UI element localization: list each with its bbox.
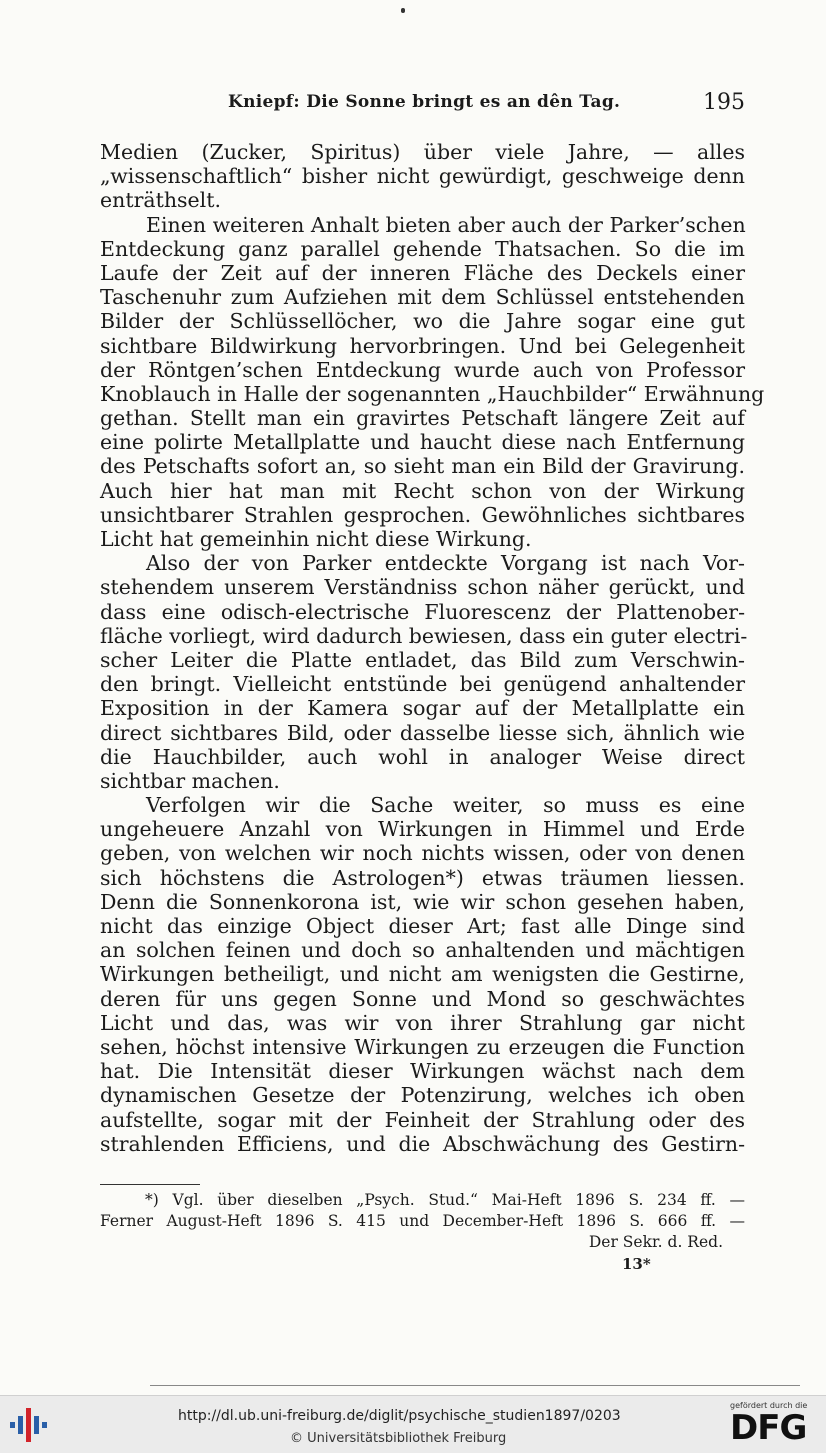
text-line: Exposition in der Kamera sogar auf der Metallplatte ein <box>100 696 745 721</box>
body-text <box>100 140 765 1156</box>
footnotes <box>100 1190 745 1253</box>
text-line: eine polirte Metallplatte und haucht diese nach Entfernung <box>100 430 745 455</box>
scan-speck <box>401 8 405 13</box>
text-line: sichtbare Bildwirkung hervorbringen. Und bei Gelegenheit <box>100 333 745 358</box>
footnote-rule <box>100 1184 200 1185</box>
signature-mark: 13* <box>622 1255 651 1273</box>
text-line: deren für uns gegen Sonne und Mond so geschwächtes <box>100 986 745 1011</box>
text-line: scher Leiter die Platte entladet, das Bild zum Verschwin- <box>100 647 745 672</box>
text-line: den bringt. Vielleicht entstünde bei genügend anhaltender <box>100 672 745 697</box>
footnote-line: Ferner August-Heft 1896 S. 415 und December-Heft 1896 S. 666 ff. — <box>100 1212 745 1230</box>
text-line: dynamischen Gesetze der Potenzirung, welches ich oben <box>100 1083 745 1108</box>
text-line: Wirkungen betheiligt, und nicht am wenigsten die Gestirne, <box>100 962 745 987</box>
footnote-credit: Der Sekr. d. Red. <box>588 1233 723 1251</box>
text-line: Medien (Zucker, Spiritus) über viele Jahre, — alles <box>100 140 745 164</box>
text-line: ungeheuere Anzahl von Wirkungen in Himmel und Erde <box>100 817 745 842</box>
scan-edge-line <box>150 1385 800 1386</box>
document-url[interactable]: http://dl.ub.uni-freiburg.de/diglit/psychische_studien1897/0203 <box>178 1408 621 1424</box>
text-line: dass eine odisch-electrische Fluorescenz der Plattenober- <box>100 599 745 624</box>
text-line: Einen weiteren Anhalt bieten aber auch der Parker’schen <box>146 212 746 237</box>
viewer-footer <box>0 1395 826 1453</box>
text-line: des Petschafts sofort an, so sieht man ein Bild der Gravirung. <box>100 454 745 479</box>
text-line: gethan. Stellt man ein gravirtes Petschaft längere Zeit auf <box>100 406 745 431</box>
text-line: Bilder der Schlüssellöcher, wo die Jahre sogar eine gut <box>100 309 745 334</box>
text-line: hat. Die Intensität dieser Wirkungen wächst nach dem <box>100 1059 745 1084</box>
running-head: Kniepf: Die Sonne bringt es an dên Tag. <box>228 92 621 112</box>
text-line: Entdeckung ganz parallel gehende Thatsachen. So die im <box>100 236 745 261</box>
text-line: Licht und das, was wir von ihrer Strahlung gar nicht <box>100 1010 745 1035</box>
text-line: Denn die Sonnenkorona ist, wie wir schon gesehen haben, <box>100 889 745 914</box>
text-line: aufstellte, sogar mit der Feinheit der Strahlung oder des <box>100 1107 745 1132</box>
text-line: enträthselt. <box>100 188 221 213</box>
text-line: sich höchstens die Astrologen*) etwas träumen liessen. <box>100 865 745 890</box>
text-line: direct sichtbares Bild, oder dasselbe liesse sich, ähnlich wie <box>100 720 745 745</box>
text-line: Verfolgen wir die Sache weiter, so muss es eine <box>146 793 745 818</box>
page-number: 195 <box>703 90 745 115</box>
text-line: sichtbar machen. <box>100 768 280 793</box>
text-line: stehendem unserem Verständniss schon näher gerückt, und <box>100 575 745 600</box>
text-line: sehen, höchst intensive Wirkungen zu erzeugen die Function <box>100 1034 745 1059</box>
text-line: unsichtbarer Strahlen gesprochen. Gewöhnliches sichtbares <box>100 502 745 527</box>
text-line: Licht hat gemeinhin nicht diese Wirkung. <box>100 527 532 551</box>
text-line: „wissenschaftlich“ bisher nicht gewürdigt, geschweige denn <box>100 164 745 189</box>
text-line: Laufe der Zeit auf der inneren Fläche des Deckels einer <box>100 260 745 285</box>
text-line: die Hauchbilder, auch wohl in analoger Weise direct <box>100 744 745 769</box>
text-line: Auch hier hat man mit Recht schon von der Wirkung <box>100 478 745 503</box>
text-line: Knoblauch in Halle der sogenannten „Hauchbilder“ Erwähnung <box>100 381 765 406</box>
copyright-notice: © Universitätsbibliothek Freiburg <box>290 1431 507 1446</box>
page-header <box>100 92 745 122</box>
text-line: der Röntgen’schen Entdeckung wurde auch von Professor <box>100 357 745 382</box>
footnote-line: *) Vgl. über dieselben „Psych. Stud.“ Mai-Heft 1896 S. 234 ff. — <box>145 1191 745 1209</box>
text-line: Also der von Parker entdeckte Vorgang ist nach Vor- <box>146 551 745 576</box>
text-line: fläche vorliegt, wird dadurch bewiesen, dass ein guter electri- <box>100 623 748 648</box>
funding-note: gefördert durch die <box>730 1401 808 1410</box>
library-logo-icon <box>8 1404 50 1446</box>
text-line: nicht das einzige Object dieser Art; fast alle Dinge sind <box>100 914 745 938</box>
text-line: an solchen feinen und doch so anhaltenden und mächtigen <box>100 938 745 963</box>
text-line: geben, von welchen wir noch nichts wissen, oder von denen <box>100 841 745 866</box>
dfg-logo: DFG <box>730 1408 807 1448</box>
text-line: strahlenden Efficiens, und die Abschwächung des Gestirn- <box>100 1131 745 1156</box>
text-line: Taschenuhr zum Aufziehen mit dem Schlüssel entstehenden <box>100 285 745 310</box>
